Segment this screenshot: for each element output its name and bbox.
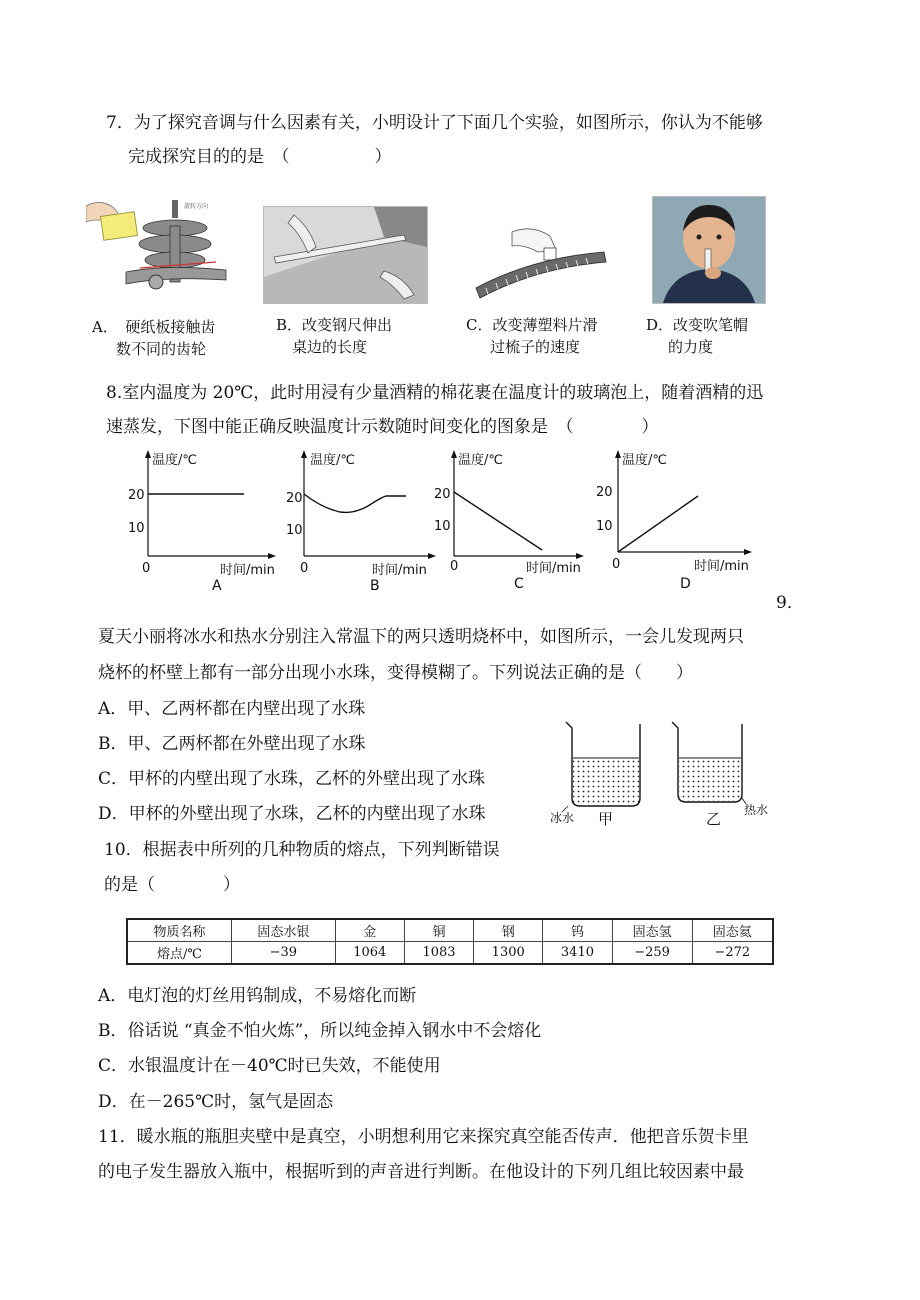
beaker-yi-label: 乙 <box>706 810 722 828</box>
table-cell: 1083 <box>404 942 473 965</box>
beaker-jia-label: 甲 <box>598 810 614 828</box>
table-cell: 铜 <box>404 919 473 942</box>
q7-option-b-line2: 桌边的长度 <box>292 338 368 356</box>
graph-b-tick-20: 20 <box>286 491 303 506</box>
graph-c-tick-10: 10 <box>434 519 451 534</box>
q8-graph-c <box>430 448 590 596</box>
q7-stem-line2: 完成探究目的的是 （ ） <box>128 147 392 167</box>
table-header-row <box>127 919 773 942</box>
q11-stem-line1: 11．暖水瓶的瓶胆夹壁中是真空，小明想利用它来探究真空能否传声．他把音乐贺卡里 <box>98 1127 749 1147</box>
q11-stem-line2: 的电子发生器放入瓶中，根据听到的声音进行判断。在他设计的下列几组比较因素中最 <box>98 1162 744 1182</box>
graph-c-tick-20: 20 <box>434 487 451 502</box>
graph-c-line <box>454 492 542 550</box>
graph-b-ylabel: 温度/℃ <box>310 453 355 468</box>
graph-b-tick-10: 10 <box>286 523 303 538</box>
table-cell: 熔点/℃ <box>127 942 232 965</box>
table-cell: −272 <box>692 942 773 965</box>
table-cell: 1300 <box>474 942 543 965</box>
q8-stem-line1: 8.室内温度为 20℃，此时用浸有少量酒精的棉花裹在温度计的玻璃泡上，随着酒精的迅 <box>106 383 764 403</box>
table-cell: 钢 <box>474 919 543 942</box>
graph-c-origin: 0 <box>450 559 459 574</box>
q8-graph-a <box>120 448 280 596</box>
gear-rotation-label: 旋转方向 <box>184 203 209 210</box>
table-cell: −259 <box>612 942 692 965</box>
graph-a-tick-20: 20 <box>128 488 145 503</box>
table-row <box>127 942 773 965</box>
table-cell: 固态氢 <box>612 919 692 942</box>
table-cell: 钨 <box>543 919 612 942</box>
graph-c-xlabel: 时间/min <box>526 561 581 576</box>
graph-d-letter: D <box>680 576 691 592</box>
q9-stem-line1: 夏天小丽将冰水和热水分别注入常温下的两只透明烧杯中，如图所示，一会儿发现两只 <box>98 627 744 647</box>
q8-graph-d <box>594 448 758 596</box>
graph-d-origin: 0 <box>612 557 621 572</box>
q9-stem-line2: 烧杯的杯壁上都有一部分出现小水珠，变得模糊了。下列说法正确的是（ ） <box>98 663 693 683</box>
q7-option-d-line2: 的力度 <box>668 338 714 356</box>
q9-option-c: C．甲杯的内壁出现了水珠，乙杯的外壁出现了水珠 <box>98 769 486 789</box>
graph-a-ylabel: 温度/℃ <box>152 453 197 468</box>
table-cell: 固态水银 <box>232 919 336 942</box>
q7-figure-c-comb <box>472 222 608 300</box>
q7-option-b-line1: B．改变钢尺伸出 <box>276 316 393 334</box>
q7-option-a-line2: 数不同的齿轮 <box>116 340 207 358</box>
table-cell: 物质名称 <box>127 919 232 942</box>
graph-b-letter: B <box>370 578 380 594</box>
q7-option-a-line1: A． 硬纸板接触齿 <box>92 318 216 336</box>
q7-figure-b-ruler <box>263 206 428 304</box>
q9-number: 9． <box>776 593 804 613</box>
graph-a-tick-10: 10 <box>128 521 145 536</box>
graph-c-ylabel: 温度/℃ <box>458 453 503 468</box>
q7-option-c-line2: 过梳子的速度 <box>490 338 581 356</box>
q8-graph-b <box>282 448 442 596</box>
q10-option-b: B．俗话说 “真金不怕火炼”，所以纯金掉入钢水中不会熔化 <box>98 1021 542 1041</box>
table-cell: −39 <box>232 942 336 965</box>
q7-figure-d-boy <box>652 196 766 304</box>
q7-option-c-line1: C．改变薄塑料片滑 <box>466 316 598 334</box>
graph-d-line <box>618 496 698 552</box>
graph-c-letter: C <box>514 576 524 592</box>
table-cell: 金 <box>335 919 404 942</box>
graph-d-tick-20: 20 <box>596 485 613 500</box>
q10-option-a: A．电灯泡的灯丝用钨制成，不易熔化而断 <box>98 986 417 1006</box>
hot-water-label: 热水 <box>744 803 769 817</box>
graph-d-xlabel: 时间/min <box>694 559 749 574</box>
q10-option-d: D．在－265℃时，氢气是固态 <box>98 1092 334 1112</box>
graph-d-tick-10: 10 <box>596 519 613 534</box>
graph-b-line <box>304 494 406 512</box>
table-cell: 固态氦 <box>692 919 773 942</box>
q9-option-a: A．甲、乙两杯都在内壁出现了水珠 <box>98 699 366 719</box>
q8-stem-line2: 速蒸发，下图中能正确反映温度计示数随时间变化的图象是 （ ） <box>106 417 659 437</box>
graph-b-origin: 0 <box>300 561 309 576</box>
q7-option-d-line1: D．改变吹笔帽 <box>646 316 749 334</box>
q10-stem-line1: 10．根据表中所列的几种物质的熔点，下列判断错误 <box>104 840 500 860</box>
q7-figure-a-gears <box>86 196 236 300</box>
q9-option-b: B．甲、乙两杯都在外壁出现了水珠 <box>98 734 366 754</box>
q9-option-d: D．甲杯的外壁出现了水珠，乙杯的内壁出现了水珠 <box>98 804 486 824</box>
q10-stem-line2: 的是（ ） <box>104 875 240 895</box>
table-cell: 3410 <box>543 942 612 965</box>
graph-b-xlabel: 时间/min <box>372 563 427 578</box>
graph-d-ylabel: 温度/℃ <box>622 453 667 468</box>
q9-beakers-figure <box>546 714 786 832</box>
table-cell: 1064 <box>335 942 404 965</box>
melting-point-table <box>126 918 774 965</box>
ice-water-label: 冰水 <box>550 811 575 825</box>
graph-a-origin: 0 <box>142 561 151 576</box>
q7-stem-line1: 7．为了探究音调与什么因素有关，小明设计了下面几个实验，如图所示，你认为不能够 <box>106 113 763 133</box>
q10-option-c: C．水银温度计在－40℃时已失效，不能使用 <box>98 1056 441 1076</box>
graph-a-letter: A <box>212 578 222 594</box>
graph-a-xlabel: 时间/min <box>220 563 275 578</box>
